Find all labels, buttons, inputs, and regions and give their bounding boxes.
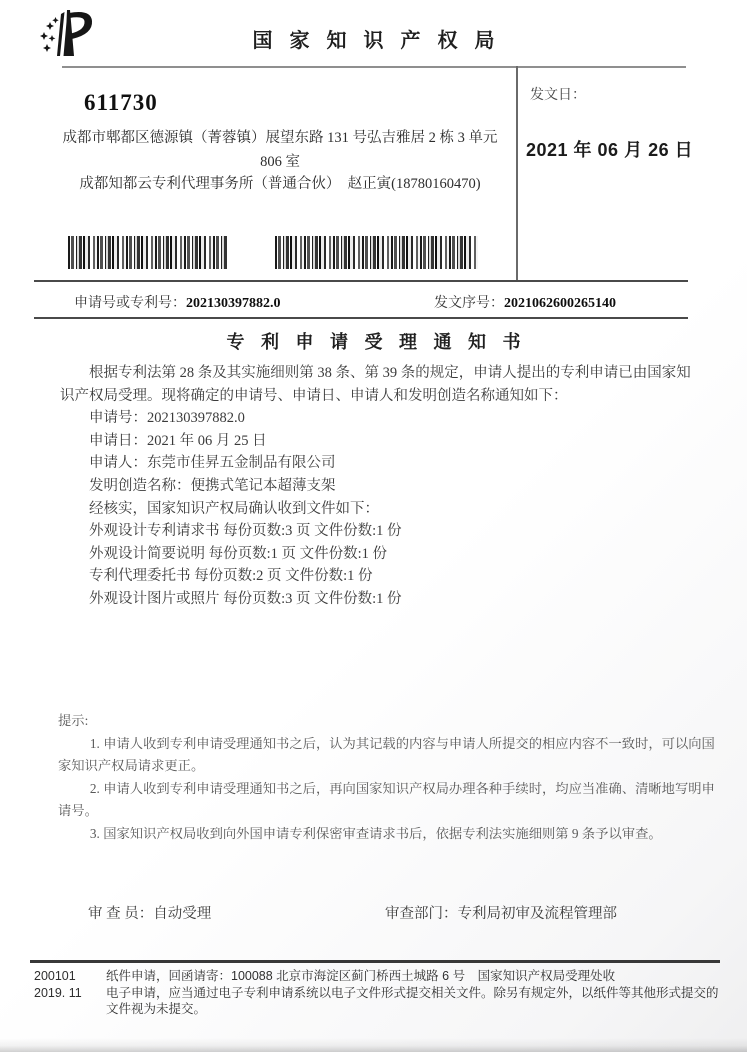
rule-above-ref-numbers — [34, 280, 688, 282]
notice-title: 专 利 申 请 受 理 通 知 书 — [226, 332, 527, 352]
datebox-divider — [516, 66, 518, 282]
notice-intro: 根据专利法第 28 条及其实施细则第 38 条、第 39 条的规定，申请人提出的专利申请已由国家知识产权局受理。现将确定的申请号、申请日、申请人和发明创造名称通知如下： — [60, 365, 691, 404]
document-line: 专利代理委托书 每份页数:2 页 文件份数:1 份 — [89, 568, 373, 585]
application-number-value: 202130397882.0 — [186, 296, 281, 311]
barcode-right — [275, 236, 478, 269]
department-value: 专利局初审及流程管理部 — [457, 906, 617, 922]
barcode-left — [68, 236, 228, 269]
tips-section — [58, 710, 720, 845]
document-line: 外观设计图片或照片 每份页数:3 页 文件份数:1 份 — [89, 590, 402, 607]
tip-item: 3. 国家知识产权局收到向外国申请专利保密审查请求书后，依据专利法实施细则第 9 条予以审查。 — [89, 825, 662, 841]
document-line: 外观设计专利请求书 每份页数:3 页 文件份数:1 份 — [89, 523, 402, 540]
tip-item: 2. 申请人收到专利申请受理通知书之后，再向国家知识产权局办理各种手续时，均应当准确、清晰地写明申请号。 — [58, 780, 715, 818]
footer-paper-filing-note: 纸件申请，回函请寄：100088 北京市海淀区蓟门桥西土城路 6 号 国家知识产权局受理处收 — [106, 969, 616, 983]
recipient-address-line2: 806 室 — [260, 154, 300, 170]
scan-edge-shadow — [0, 1038, 747, 1052]
header-rule — [62, 66, 686, 68]
tips-label: 提示: — [58, 713, 89, 728]
footer-form-date: 2019. 11 — [34, 985, 82, 1000]
serial-number-value: 2021062600265140 — [504, 296, 616, 311]
footer-row — [34, 985, 728, 1018]
examiner-value: 自动受理 — [153, 906, 212, 922]
documents-intro: 经核实，国家知识产权局确认收到文件如下： — [89, 500, 379, 517]
postal-code: 611730 — [84, 90, 158, 115]
footer-form-code: 200101 — [34, 969, 76, 983]
dispatch-date-label: 发文日： — [530, 88, 586, 103]
footer-rule — [30, 960, 720, 963]
field-applicant: 申请人：东莞市佳昇五金制品有限公司 — [89, 455, 336, 472]
field-invention-title: 发明创造名称：便携式笔记本超薄支架 — [89, 477, 336, 494]
dispatch-date-value: 2021 年 06 月 26 日 — [526, 140, 694, 160]
footer-efiling-note: 电子申请，应当通过电子专利申请系统以电子文件形式提交相关文件。除另有规定外，以纸件等其他形式提交的文件视为未提交。 — [106, 985, 719, 1016]
field-application-date: 申请日：2021 年 06 月 25 日 — [89, 432, 267, 449]
tip-item: 1. 申请人收到专利申请受理通知书之后，认为其记载的内容与申请人所提交的相应内容不一致时，可以向国家知识产权局请求更正。 — [58, 735, 715, 773]
agency-title: 国 家 知 识 产 权 局 — [252, 30, 501, 52]
notice-body — [60, 362, 692, 611]
field-application-number: 申请号：202130397882.0 — [89, 410, 245, 427]
examiner — [88, 902, 211, 923]
application-number-label: 申请号或专利号： — [74, 296, 186, 311]
application-number — [74, 292, 281, 312]
department-label: 审查部门： — [385, 906, 458, 922]
serial-number — [434, 292, 616, 312]
footer — [34, 968, 728, 1018]
rule-below-ref-numbers — [34, 317, 688, 319]
examining-department — [385, 902, 617, 923]
examiner-label: 审 查 员： — [88, 906, 154, 922]
document-line: 外观设计简要说明 每份页数:1 页 文件份数:1 份 — [89, 545, 388, 562]
serial-number-label: 发文序号： — [434, 296, 504, 311]
footer-row — [34, 968, 728, 985]
recipient-agent-line: 成都知都云专利代理事务所（普通合伙） 赵正寅(18780160470) — [79, 176, 481, 192]
recipient-address-line1: 成都市郫都区德源镇（菁蓉镇）展望东路 131 号弘吉雅居 2 栋 3 单元 — [62, 130, 498, 146]
